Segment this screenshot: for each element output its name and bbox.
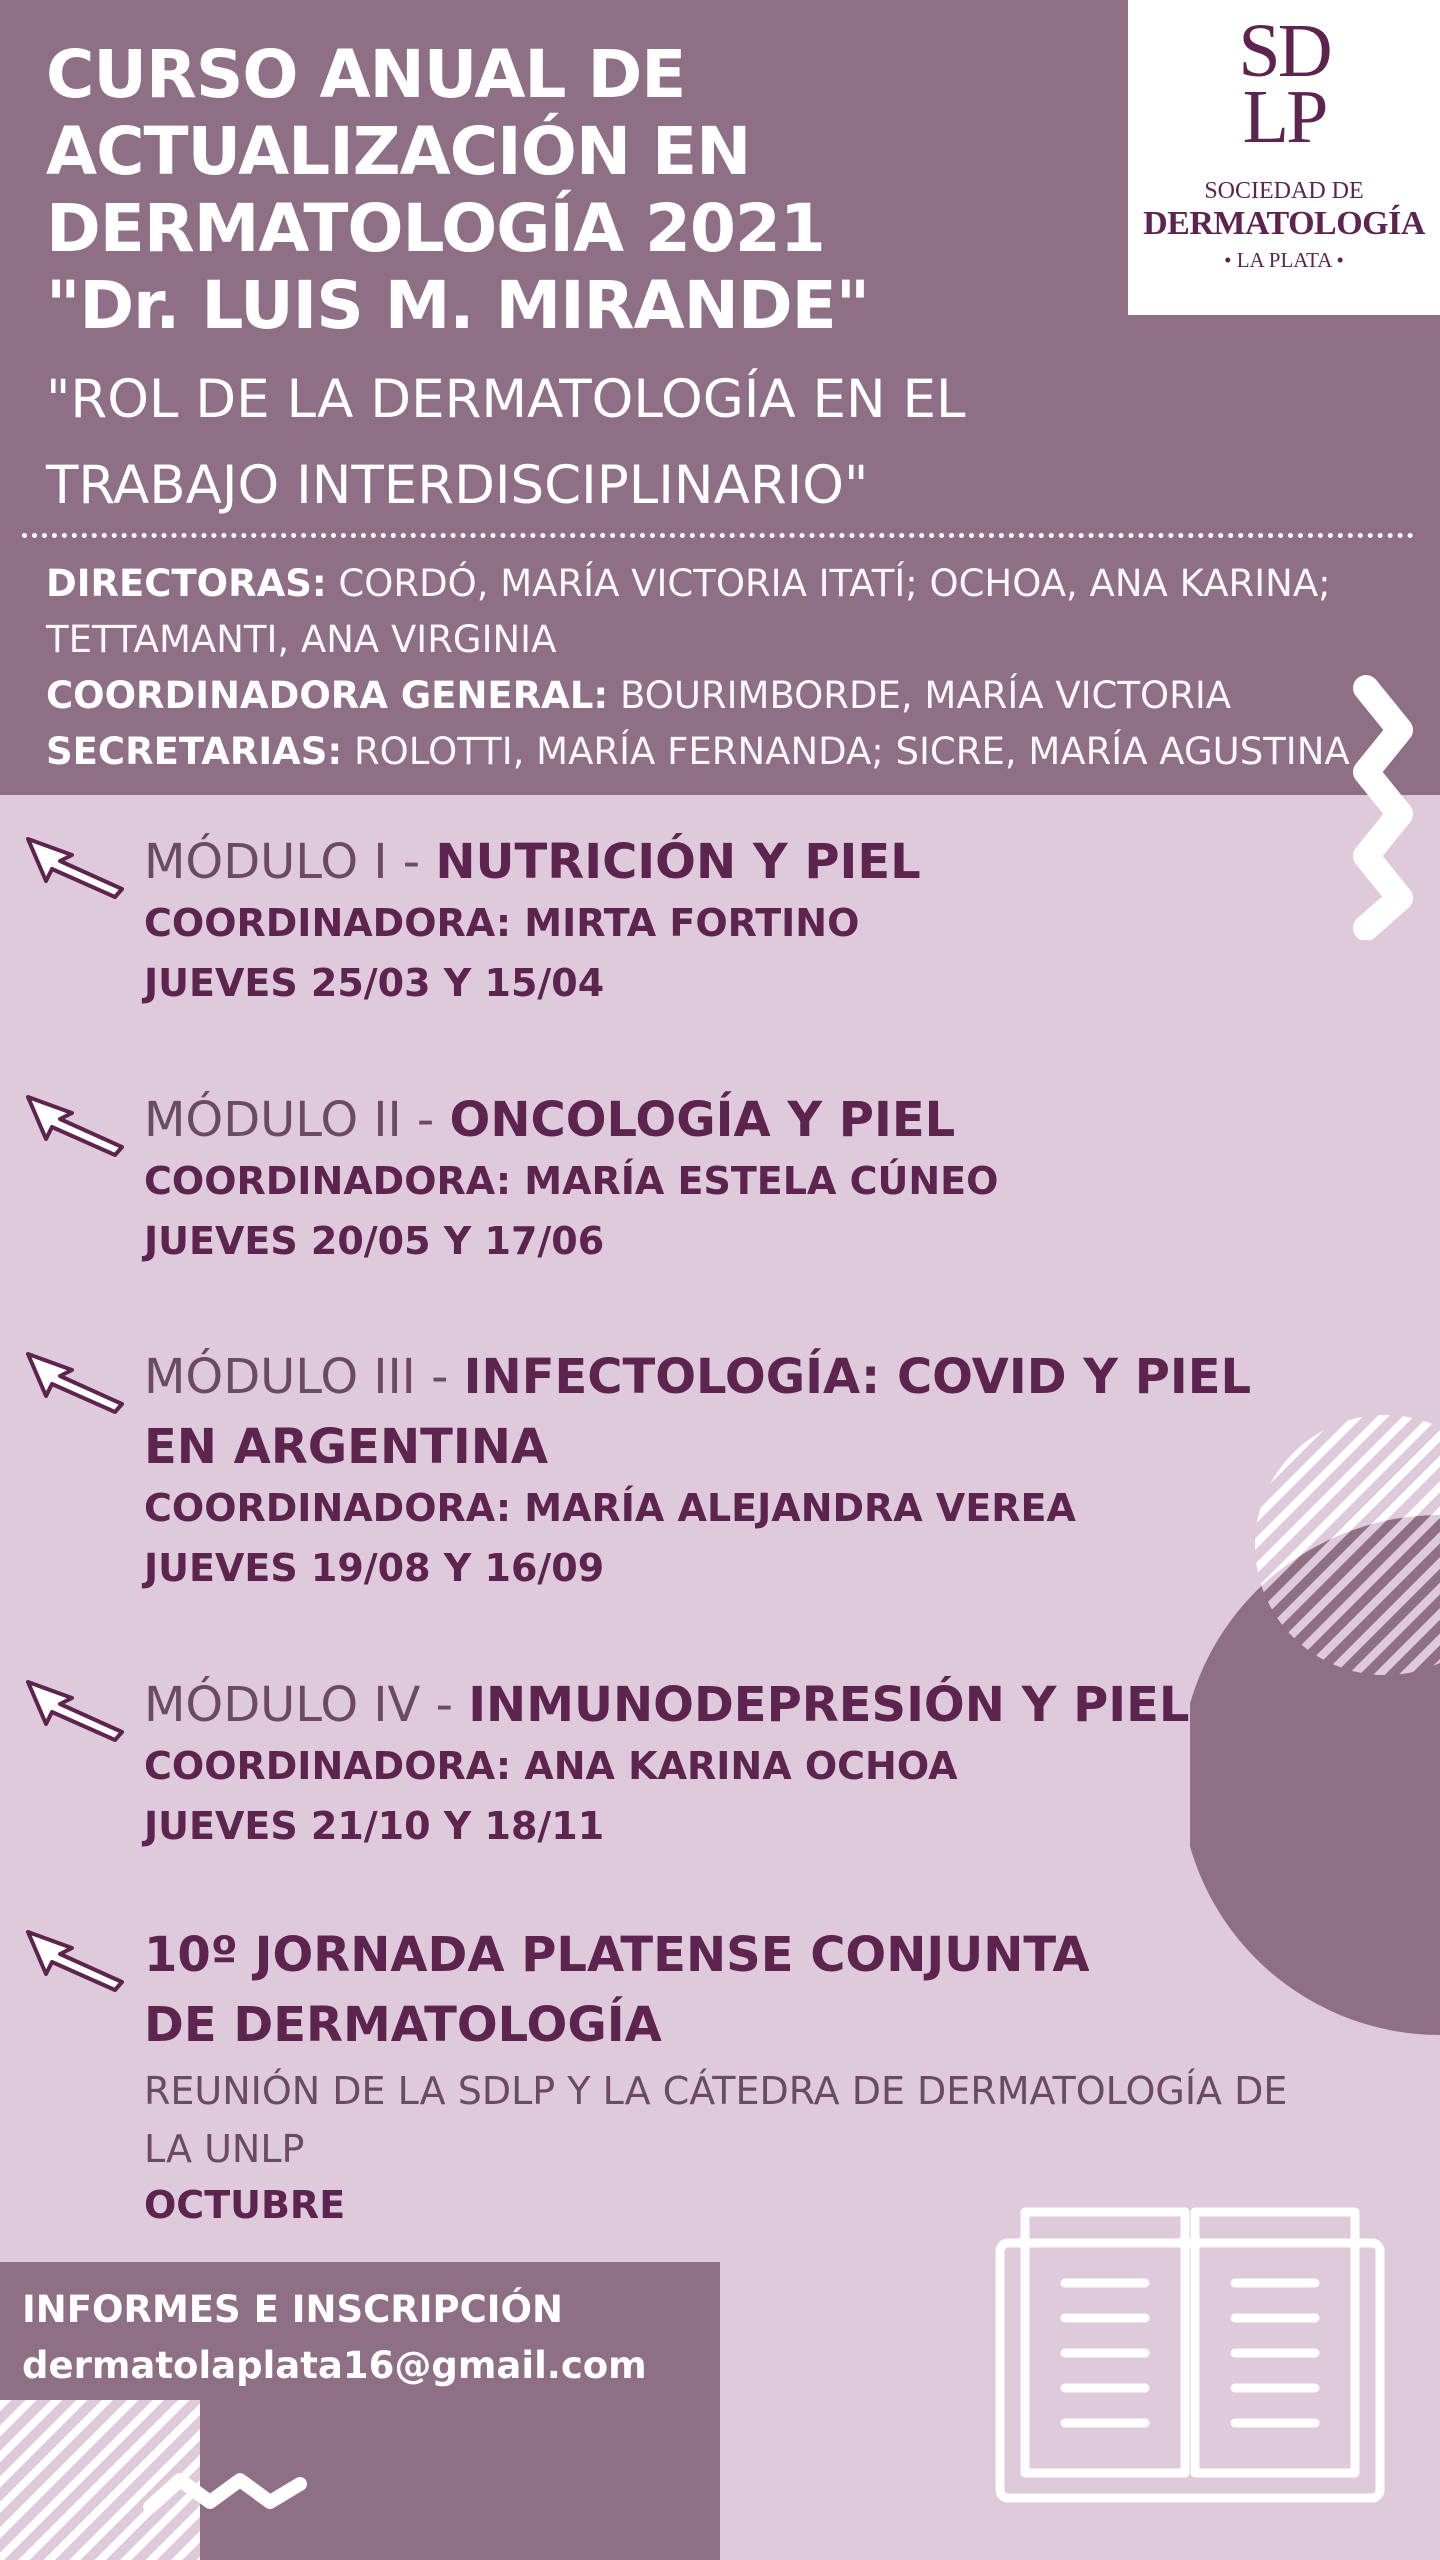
module-dates: JUEVES 25/03 Y 15/04: [144, 961, 605, 1005]
secretarias-label: SECRETARIAS:: [46, 730, 343, 773]
logo-monogram-bottom: LP: [1242, 75, 1326, 159]
module-number: MÓDULO I -: [144, 834, 436, 890]
logo-society: SOCIEDAD DE: [1204, 178, 1364, 204]
module-coordinator: COORDINADORA: MARÍA ESTELA CÚNEO: [144, 1159, 999, 1203]
sdlp-logo: [1128, 0, 1440, 315]
logo-name: DERMATOLOGÍA: [1143, 205, 1425, 242]
coordinadora-value: BOURIMBORDE, MARÍA VICTORIA: [608, 674, 1232, 717]
cursor-arrow-icon: [22, 835, 126, 899]
module-title: [144, 1670, 1294, 1740]
title-line: ACTUALIZACIÓN EN: [46, 113, 751, 190]
logo-monogram: [1128, 9, 1440, 159]
secretarias-row: [46, 724, 1366, 780]
footer-email[interactable]: dermatolaplata16@gmail.com: [22, 2344, 647, 2387]
title-line: CURSO ANUAL DE: [46, 36, 686, 113]
module-name: INFECTOLOGÍA: COVID Y PIEL EN ARGENTINA: [144, 1349, 1252, 1475]
module-name: NUTRICIÓN Y PIEL: [435, 834, 921, 890]
module-name: INMUNODEPRESIÓN Y PIEL: [468, 1677, 1190, 1733]
subtitle-line: "ROL DE LA DERMATOLOGÍA EN EL: [46, 369, 966, 430]
jornada-month: OCTUBRE: [144, 2183, 346, 2227]
dotted-divider: [22, 533, 1414, 538]
module-coordinator: COORDINADORA: MARÍA ALEJANDRA VEREA: [144, 1486, 1076, 1530]
jornada-title: [144, 1920, 1164, 2060]
open-book-icon: [995, 2198, 1385, 2508]
directoras-row: [46, 556, 1366, 612]
course-subtitle: [46, 357, 966, 529]
module-title: [144, 1085, 1294, 1155]
logo-monogram-top: SD: [1238, 9, 1330, 93]
module-coordinator: COORDINADORA: ANA KARINA OCHOA: [144, 1744, 958, 1788]
title-line: "Dr. LUIS M. MIRANDE": [46, 267, 870, 344]
title-line: DERMATOLOGÍA 2021: [46, 190, 825, 267]
module-number: MÓDULO IV -: [144, 1677, 469, 1733]
module-title: [144, 1342, 1274, 1482]
cursor-arrow-icon: [22, 1928, 126, 1992]
jornada-description: REUNIÓN DE LA SDLP Y LA CÁTEDRA DE DERMATOLOGÍA DE LA UNLP: [144, 2069, 1288, 2171]
directoras-value: CORDÓ, MARÍA VICTORIA ITATÍ; OCHOA, ANA KARINA;: [326, 562, 1331, 605]
subtitle-line: TRABAJO INTERDISCIPLINARIO": [46, 455, 869, 516]
module-name: ONCOLOGÍA Y PIEL: [449, 1092, 956, 1148]
cursor-arrow-icon: [22, 1093, 126, 1157]
coordinadora-row: [46, 668, 1366, 724]
zigzag-decoration: [1348, 670, 1418, 940]
module-dates: JUEVES 20/05 Y 17/06: [144, 1219, 605, 1263]
cursor-arrow-icon: [22, 1350, 126, 1414]
module-number: MÓDULO III -: [144, 1349, 464, 1405]
credits-block: [46, 556, 1366, 780]
module-dates: JUEVES 21/10 Y 18/11: [144, 1804, 605, 1848]
secretarias-value: ROLOTTI, MARÍA FERNANDA; SICRE, MARÍA AGUSTINA: [342, 730, 1350, 773]
course-title: [46, 36, 869, 344]
wave-decoration: [140, 2462, 320, 2522]
footer-title: INFORMES E INSCRIPCIÓN: [22, 2288, 563, 2331]
module-number: MÓDULO II -: [144, 1092, 450, 1148]
jornada-title-text: 10º JORNADA PLATENSE CONJUNTA DE DERMATOLOGÍA: [144, 1927, 1090, 2053]
directoras-label: DIRECTORAS:: [46, 562, 327, 605]
logo-city: • LA PLATA •: [1224, 248, 1344, 272]
module-dates: JUEVES 19/08 Y 16/09: [144, 1546, 605, 1590]
cursor-arrow-icon: [22, 1678, 126, 1742]
coordinadora-label: COORDINADORA GENERAL:: [46, 674, 609, 717]
module-coordinator: COORDINADORA: MIRTA FORTINO: [144, 901, 860, 945]
directoras-value-cont: TETTAMANTI, ANA VIRGINIA: [46, 618, 557, 661]
module-title: [144, 827, 1294, 897]
